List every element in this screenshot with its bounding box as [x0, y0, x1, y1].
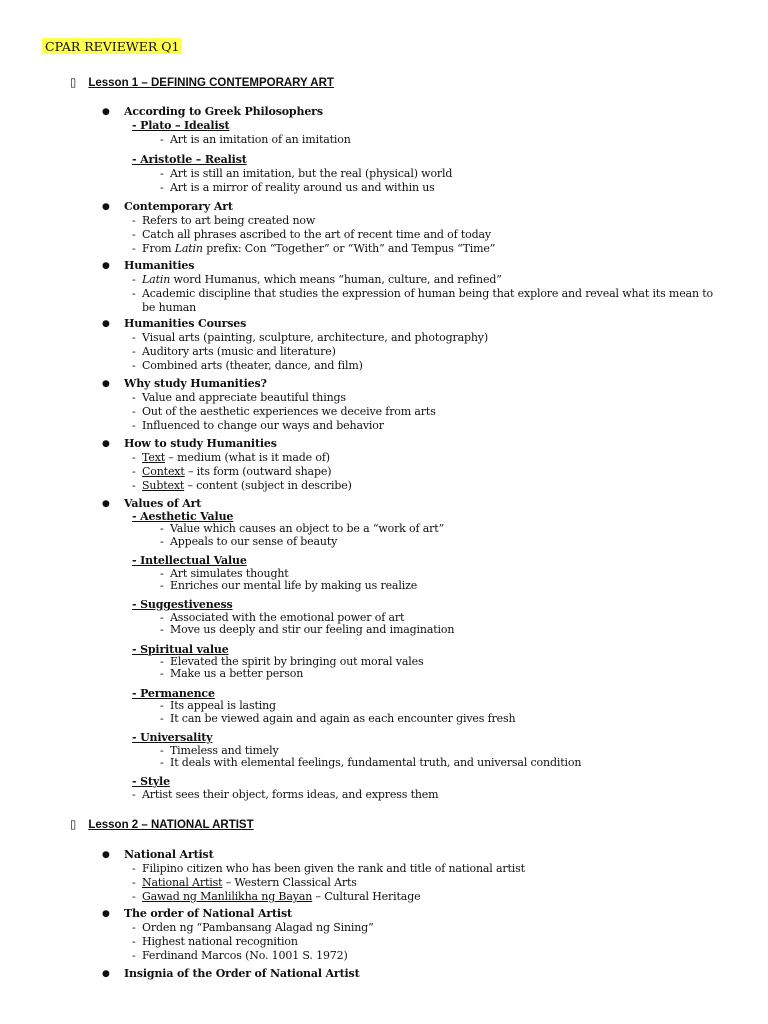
subheading-universality: - Universality [132, 731, 213, 745]
section-heading: ● According to Greek Philosophers [124, 105, 740, 119]
section-heading: ● How to study Humanities [124, 437, 740, 451]
lesson-1-heading [70, 75, 334, 89]
list-item: - Orden ng “Pambansang Alagad ng Sining” [132, 921, 374, 934]
list-item: - Art simulates thought [160, 566, 289, 580]
checkbox-icon: ▯ [70, 817, 77, 831]
list-item: - Visual arts (painting, sculpture, architecture, and photography) [132, 331, 489, 344]
list-item: - Refers to art being created now [132, 214, 316, 227]
list-item: - National Artist – Western Classical Arts [132, 876, 357, 889]
lesson-1-label: Lesson 1 – DEFINING CONTEMPORARY ART [88, 77, 334, 89]
list-item: - Context – its form (outward shape) [132, 465, 332, 478]
section-heading: ● National Artist [124, 848, 740, 862]
subheading-suggestiveness: - Suggestiveness [132, 598, 233, 612]
list-item: - It deals with elemental feelings, fundamental truth, and universal condition [160, 755, 582, 769]
list-item: - Move us deeply and stir our feeling and imagination [160, 623, 455, 637]
section-humanities-courses [100, 317, 740, 373]
list-item: - Elevated the spirit by bringing out moral vales [160, 655, 424, 669]
checkbox-icon: ▯ [70, 75, 77, 89]
list-item: - Associated with the emotional power of art [160, 610, 405, 624]
list-item: - Text – medium (what is it made of) [132, 451, 330, 464]
list-item: - Filipino citizen who has been given the rank and title of national artist [132, 862, 525, 875]
subheading-spiritual: - Spiritual value [132, 642, 229, 656]
section-heading: ● Contemporary Art [124, 200, 740, 214]
list-item: - Academic discipline that studies the expression of human being that explore and reveal what its mean to be human [132, 287, 713, 314]
list-item: - Art is an imitation of an imitation [160, 133, 351, 146]
document-title: CPAR REVIEWER Q1 [42, 38, 182, 54]
list-item: - Subtext – content (subject in describe) [132, 479, 352, 492]
section-values-of-art [100, 497, 740, 801]
list-item: - Value and appreciate beautiful things [132, 391, 346, 404]
list-item: - Enriches our mental life by making us realize [160, 579, 418, 593]
section-greek-philosophers [100, 105, 740, 195]
list-item: - Combined arts (theater, dance, and film) [132, 359, 363, 372]
list-item: - Timeless and timely [160, 743, 279, 757]
list-item: - Out of the aesthetic experiences we deceive from arts [132, 405, 436, 418]
section-heading: ● The order of National Artist [124, 907, 740, 921]
section-national-artist [100, 848, 740, 904]
section-how-to-study [100, 437, 740, 493]
list-item: - Make us a better person [160, 667, 304, 681]
list-item: - Its appeal is lasting [160, 699, 276, 713]
list-item: - From Latin prefix: Con “Together” or “With” and Tempus “Time” [132, 242, 496, 255]
subheading-plato: - Plato – Idealist [132, 119, 230, 132]
lesson-2-heading [70, 817, 254, 831]
list-item: - Highest national recognition [132, 935, 298, 948]
lesson-2-label: Lesson 2 – NATIONAL ARTIST [88, 819, 254, 831]
list-item: - Value which causes an object to be a “work of art” [160, 522, 445, 536]
section-contemporary-art [100, 200, 740, 256]
list-item: - Latin word Humanus, which means “human, culture, and refined” [132, 273, 502, 286]
section-heading: ● Insignia of the Order of National Artist [124, 967, 740, 981]
section-heading: ● Why study Humanities? [124, 377, 740, 391]
subheading-aristotle: - Aristotle – Realist [132, 153, 247, 166]
subheading-permanence: - Permanence [132, 686, 215, 700]
section-why-study [100, 377, 740, 433]
section-heading: ● Humanities [124, 259, 740, 273]
section-heading: ● Humanities Courses [124, 317, 740, 331]
section-order-national-artist [100, 907, 740, 963]
list-item: - Artist sees their object, forms ideas, and express them [132, 787, 439, 801]
list-item: - Influenced to change our ways and behavior [132, 419, 384, 432]
list-item: - Catch all phrases ascribed to the art of recent time and of today [132, 228, 491, 241]
list-item: - Appeals to our sense of beauty [160, 534, 338, 548]
list-item: - Art is a mirror of reality around us and within us [160, 181, 435, 194]
list-item: - Auditory arts (music and literature) [132, 345, 336, 358]
subheading-style: - Style [132, 775, 170, 789]
list-item: - Gawad ng Manlilikha ng Bayan – Cultural Heritage [132, 890, 421, 903]
subheading-aesthetic: - Aesthetic Value [132, 510, 234, 523]
list-item: - Art is still an imitation, but the real (physical) world [160, 167, 453, 180]
list-item: - Ferdinand Marcos (No. 1001 S. 1972) [132, 949, 348, 962]
list-item: - It can be viewed again and again as each encounter gives fresh [160, 711, 516, 725]
section-humanities [100, 259, 740, 315]
subheading-intellectual: - Intellectual Value [132, 554, 247, 568]
section-insignia [100, 967, 740, 981]
section-heading: ● Values of Art [124, 497, 740, 511]
